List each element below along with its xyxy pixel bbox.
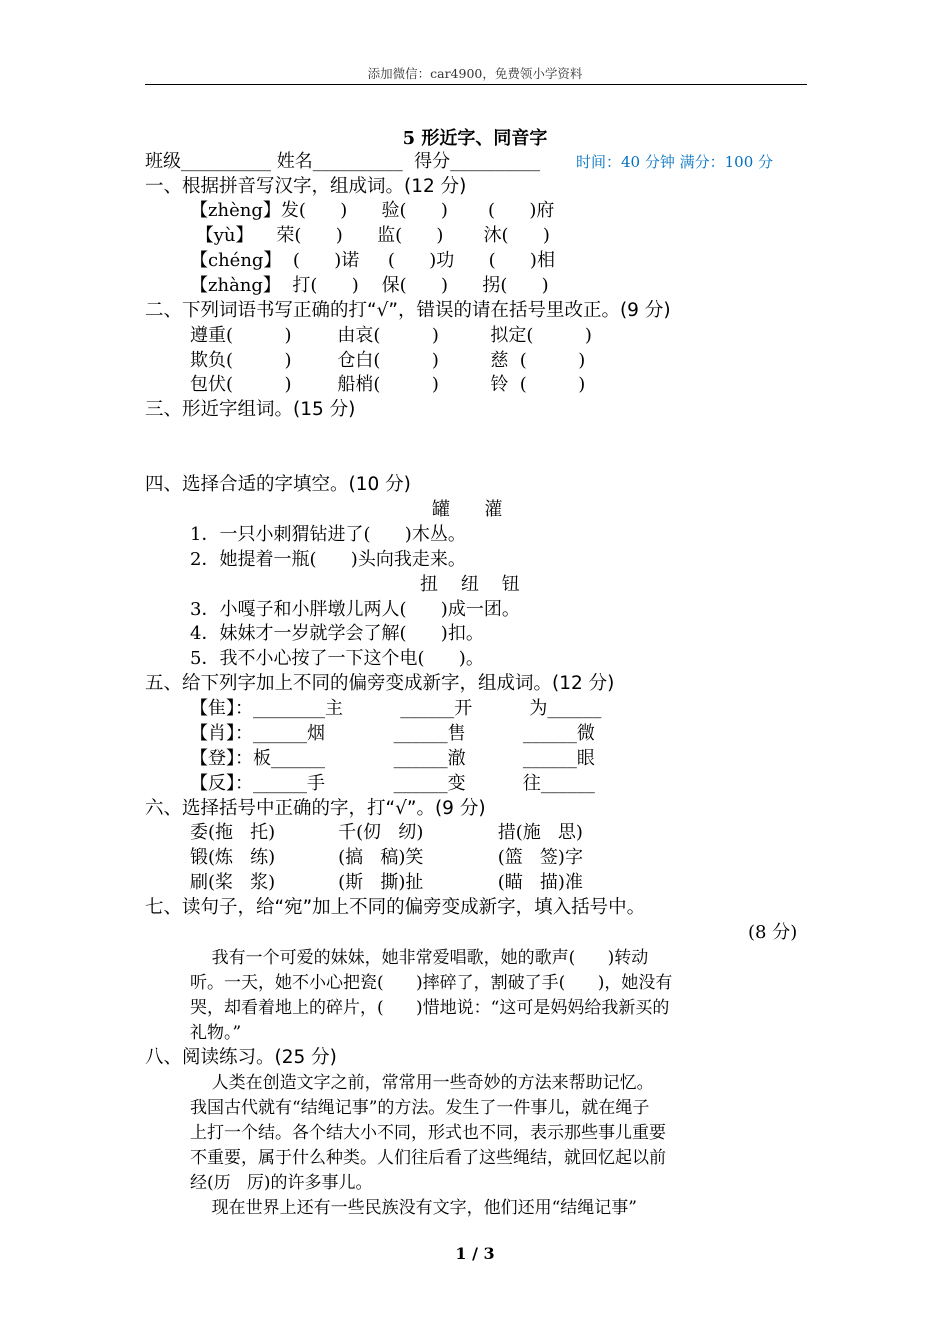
s4-item: 3．小嘎子和小胖墩儿两人( )成一团。	[190, 599, 520, 620]
s7-passage-line: 礼物。”	[190, 1023, 242, 1043]
info-fields: 班级__________ 姓名__________ 得分__________	[145, 151, 541, 172]
s8-passage-line: 经(历 厉)的许多事儿。	[190, 1173, 373, 1193]
s4-item: 4．妹妹才一岁就学会了解( )扣。	[190, 623, 484, 644]
section-4-heading: 四、选择合适的字填空。(10 分)	[145, 474, 411, 495]
s4-item: 1．一只小刺猬钻进了( )木丛。	[190, 524, 466, 545]
s5-row: 【反】：______手 ______变 往______	[190, 773, 595, 794]
s8-passage-line: 不重要，属于什么种类。人们往后看了这些绳结，就回忆起以前	[190, 1148, 666, 1168]
s8-passage-line: 人类在创造文字之前，常常用一些奇妙的方法来帮助记忆。	[190, 1073, 654, 1093]
s6-row: 刷(桨 浆) (斯 撕)扯 (瞄 描)准	[190, 872, 583, 893]
section-7-heading: 七、读句子，给“宛”加上不同的偏旁变成新字，填入括号中。	[145, 897, 646, 918]
s6-row: 委(拖 托) 千(仞 纫) 措(施 思)	[190, 822, 583, 843]
header-note: 添加微信：car4900，免费领小学资料	[367, 66, 583, 81]
s2-row: 遵重( ) 由哀( ) 拟定( )	[190, 325, 592, 346]
s2-row: 包伏( ) 船梢( ) 铃 ( )	[190, 374, 586, 395]
s5-row: 【肖】：______烟 ______售 ______微	[190, 723, 595, 744]
section-1-heading: 一、根据拼音写汉字，组成词。(12 分)	[145, 176, 467, 197]
s8-passage-line: 我国古代就有“结绳记事”的方法。发生了一件事儿，就在绳子	[190, 1098, 650, 1118]
page-title: 5 形近字、同音字	[402, 128, 548, 149]
section-8-heading: 八、阅读练习。(25 分)	[145, 1047, 337, 1068]
s7-score: (8 分)	[748, 922, 798, 943]
s4-choice-chars: 罐 灌	[432, 499, 503, 520]
section-5-heading: 五、给下列字加上不同的偏旁变成新字，组成词。(12 分)	[145, 673, 615, 694]
s2-row: 欺负( ) 仓白( ) 慈 ( )	[190, 350, 586, 371]
section-6-heading: 六、选择括号中正确的字，打“√”。(9 分)	[145, 798, 486, 819]
s5-row: 【登】：板______ ______澈 ______眼	[190, 748, 595, 769]
section-3-heading: 三、形近字组词。(15 分)	[145, 399, 356, 420]
s1-row: 【yù】 荣( ) 监( ) 沐( )	[190, 225, 550, 246]
s4-choice-chars: 扭 纽 钮	[420, 574, 520, 595]
s7-passage-line: 听。一天，她不小心把瓷( )摔碎了，割破了手( )，她没有	[190, 973, 673, 993]
s5-row: 【隹】：________主 ______开 为______	[190, 698, 602, 719]
page-number: 1 / 3	[455, 1244, 495, 1263]
s8-passage-line: 上打一个结。各个结大小不同，形式也不同，表示那些事儿重要	[190, 1123, 666, 1143]
header-divider	[145, 84, 807, 85]
s1-row: 【zhèng】发( ) 验( ) ( )府	[190, 200, 555, 221]
section-2-heading: 二、下列词语书写正确的打“√”，错误的请在括号里改正。(9 分)	[145, 300, 671, 321]
s6-row: 锻(炼 练) (搞 稿)笑 (篮 签)字	[190, 847, 583, 868]
time-score-info: 时间：40 分钟 满分：100 分	[576, 153, 774, 171]
s1-row: 【zhàng】 打( ) 保( ) 拐( )	[190, 275, 549, 296]
s7-passage-line: 我有一个可爱的妹妹，她非常爱唱歌，她的歌声( )转动	[190, 948, 649, 968]
s7-passage-line: 哭，却看着地上的碎片，( )惜地说：“这可是妈妈给我新买的	[190, 998, 670, 1018]
s8-passage-line: 现在世界上还有一些民族没有文字，他们还用“结绳记事”	[190, 1198, 637, 1218]
s1-row: 【chéng】 ( )诺 ( )功 ( )相	[190, 250, 555, 271]
s4-item: 5．我不小心按了一下这个电( )。	[190, 648, 484, 669]
s4-item: 2．她提着一瓶( )头向我走来。	[190, 549, 466, 570]
